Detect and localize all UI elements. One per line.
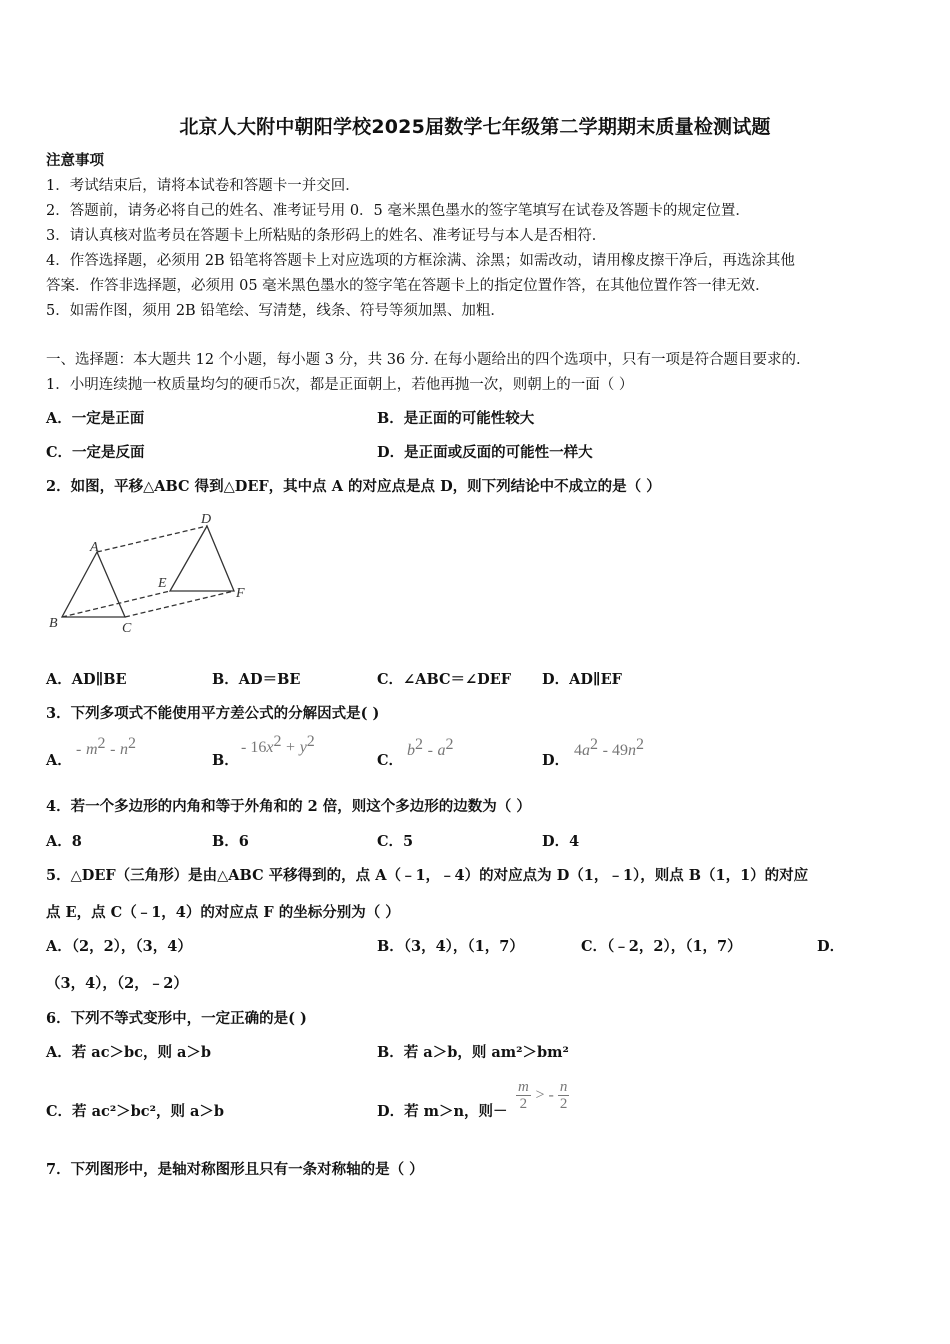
q4-option-a[interactable]: A．8: [46, 833, 82, 850]
triangle-abc: [62, 552, 125, 617]
q1-option-b[interactable]: B．是正面的可能性较大: [377, 410, 535, 427]
section-heading: 一、选择题：本大题共 12 个小题，每小题 3 分，共 36 分. 在每小题给出的四个选项中，只有一项是符合题目要求的.: [46, 352, 801, 368]
q5-option-a[interactable]: A．（2，2），（3，4）: [46, 938, 192, 955]
q3-option-d[interactable]: D．: [542, 752, 570, 769]
note-item: 答案．作答非选择题，必须用 05 毫米黑色墨水的签字笔在答题卡上的指定位置作答，在其他位置作答一律无效．: [46, 278, 770, 294]
q5-option-c[interactable]: C．（﹣2，2），（1，7）: [581, 938, 742, 955]
q2-option-a[interactable]: A．AD∥BE: [46, 671, 127, 688]
segment-ad: [97, 526, 207, 552]
label-f: F: [236, 586, 245, 601]
label-d: D: [201, 512, 212, 527]
question-6-stem: 6．下列不等式变形中，一定正确的是( ): [46, 1010, 307, 1027]
label-b: B: [49, 616, 58, 631]
q1-option-c[interactable]: C．一定是反面: [46, 444, 145, 461]
q3-option-b[interactable]: B．: [212, 752, 239, 769]
q6-option-d[interactable]: D．若 m＞n，则－: [377, 1103, 508, 1120]
question-5-line-2: 点 E，点 C（﹣1，4）的对应点 F 的坐标分别为（ ）: [46, 904, 400, 921]
note-item: 5．如需作图，须用 2B 铅笔绘、写清楚，线条、符号等须加黑、加粗．: [46, 303, 505, 319]
page-title: 北京人大附中朝阳学校2025届数学七年级第二学期期末质量检测试题: [179, 116, 771, 138]
segment-cf: [125, 591, 234, 617]
note-item: 3．请认真核对监考员在答题卡上所粘贴的条形码上的姓名、准考证号与本人是否相符．: [46, 228, 607, 244]
q6-formula-d: $\frac{m}{2}$ > - $\frac{n}{2}$: [518, 1079, 568, 1112]
q2-option-d[interactable]: D．AD∥EF: [542, 671, 622, 688]
q1-option-a[interactable]: A．一定是正面: [46, 410, 145, 427]
question-3-stem: 3．下列多项式不能使用平方差公式的分解因式是( ): [46, 705, 380, 722]
translation-figure: [40, 505, 260, 640]
label-a: A: [90, 540, 99, 555]
note-item: 4．作答选择题，必须用 2B 铅笔将答题卡上对应选项的方框涂满、涂黑；如需改动，请用橡皮擦干净后，再选涂其他: [46, 253, 795, 269]
q2-option-b[interactable]: B．AD＝BE: [212, 671, 301, 688]
question-1-stem-b: 次，都是正面朝上，若他再抛一次，则朝上的一面（ ）: [280, 377, 634, 393]
q5-option-b[interactable]: B．（3，4），（1，7）: [377, 938, 524, 955]
q6-option-b[interactable]: B．若 a＞b，则 am²＞bm²: [377, 1044, 569, 1061]
q3-formula-d: $4a^2 - 49n^2$: [574, 736, 644, 759]
note-item: 2．答题前，请务必将自己的姓名、准考证号用 0．5 毫米黑色墨水的签字笔填写在试卷及答题卡的规定位置．: [46, 203, 750, 219]
question-5-line-1: 5．△DEF（三角形）是由△ABC 平移得到的，点 A（﹣1，﹣4）的对应点为 D（1，﹣1），则点 B（1，1）的对应: [46, 867, 809, 884]
q4-option-b[interactable]: B．6: [212, 833, 249, 850]
question-1-number: 5: [272, 376, 281, 393]
q6-option-c[interactable]: C．若 ac²＞bc²，则 a＞b: [46, 1103, 225, 1120]
note-item: 1．考试结束后，请将本试卷和答题卡一并交回．: [46, 178, 360, 194]
question-7-stem: 7．下列图形中，是轴对称图形且只有一条对称轴的是（ ）: [46, 1161, 424, 1178]
q6-option-a[interactable]: A．若 ac＞bc，则 a＞b: [46, 1044, 212, 1061]
triangle-def: [170, 526, 234, 591]
q3-formula-b: - $16x^2 + y^2$: [241, 733, 315, 756]
label-c: C: [122, 621, 132, 636]
q2-option-c[interactable]: C．∠ABC＝∠DEF: [377, 671, 512, 688]
q4-option-c[interactable]: C．5: [377, 833, 414, 850]
q5-option-d[interactable]: D．: [817, 938, 845, 955]
q1-option-d[interactable]: D．是正面或反面的可能性一样大: [377, 444, 593, 461]
q3-option-c[interactable]: C．: [377, 752, 404, 769]
q5-option-d-value: （3，4），（2，﹣2）: [46, 975, 188, 992]
question-2-stem: 2．如图，平移△ABC 得到△DEF，其中点 A 的对应点是点 D，则下列结论中不成立的是（ ）: [46, 478, 661, 495]
notes-heading: 注意事项: [46, 152, 104, 169]
question-1-stem-a: 1．小明连续抛一枚质量均匀的硬币: [46, 377, 273, 393]
q3-formula-a: - $m^2 - n^2$: [76, 735, 137, 758]
question-4-stem: 4．若一个多边形的内角和等于外角和的 2 倍，则这个多边形的边数为（ ）: [46, 798, 531, 815]
q4-option-d[interactable]: D．4: [542, 833, 580, 850]
q3-option-a[interactable]: A．: [46, 752, 72, 769]
question-1: [46, 375, 633, 395]
q3-formula-c: $b^2 - a^2$: [407, 736, 454, 759]
label-e: E: [158, 576, 167, 591]
